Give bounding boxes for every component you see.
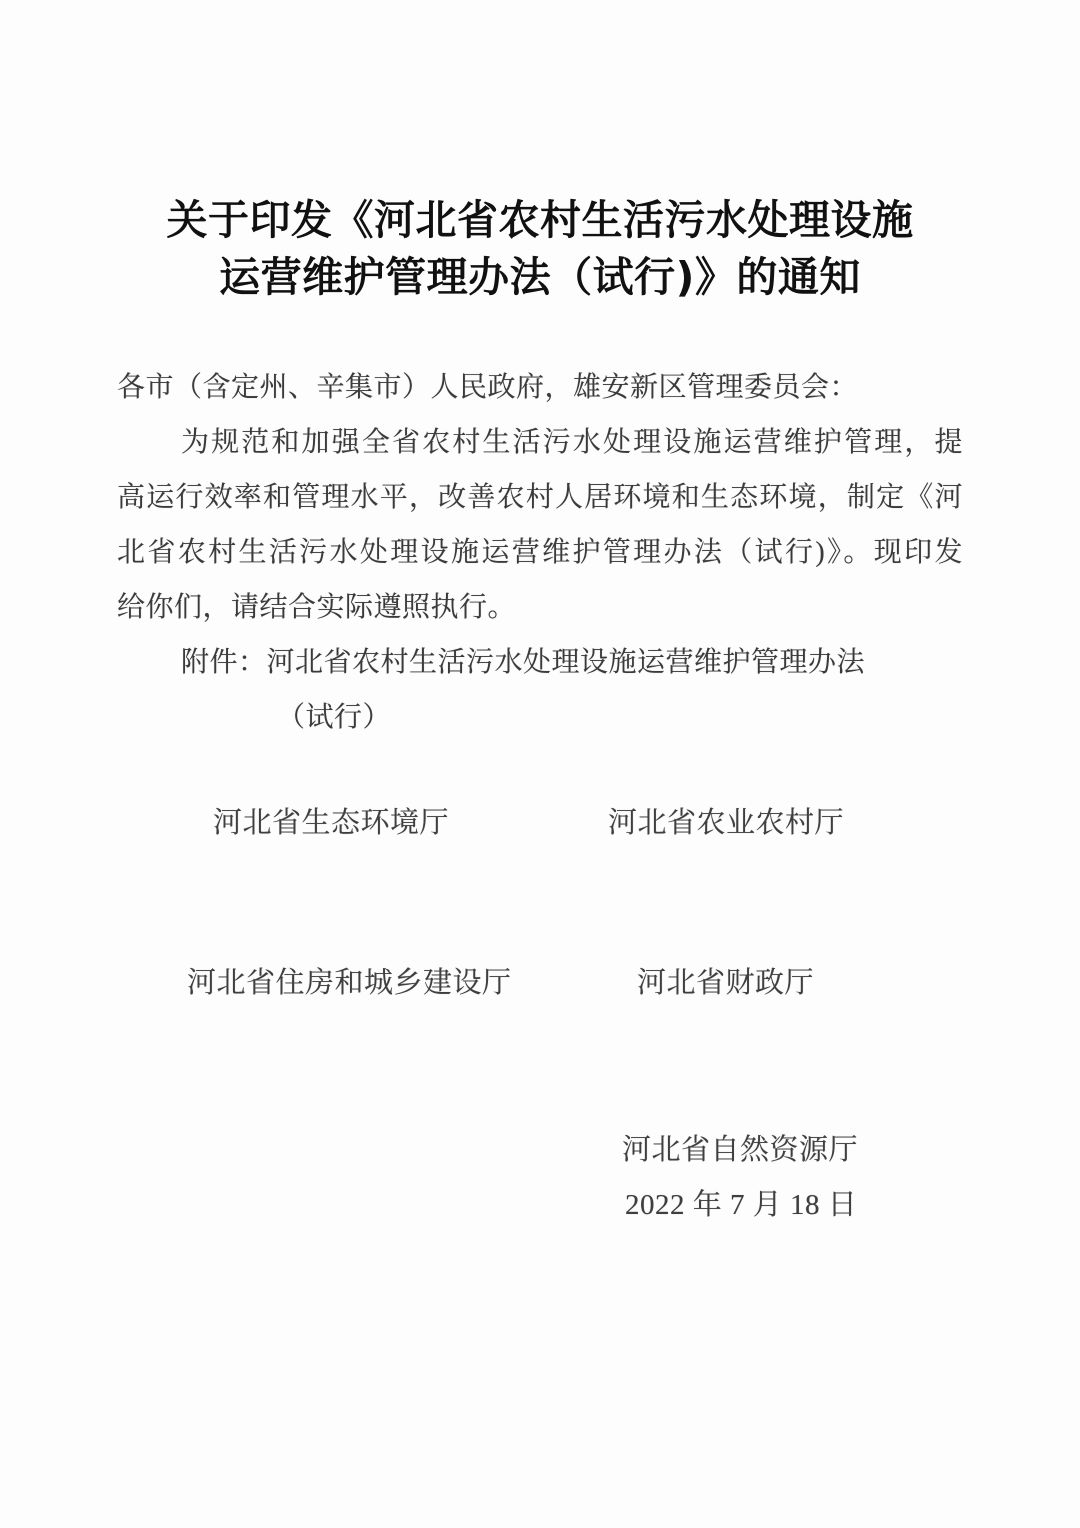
signature-ecology-dept: 河北省生态环境厅 [213, 807, 450, 839]
signature-natural-resources-dept: 河北省自然资源厅 [622, 1134, 859, 1166]
paragraph-line-2: 高运行效率和管理水平，改善农村人居环境和生态环境，制定《河 [117, 482, 963, 513]
signature-housing-dept: 河北省住房和城乡建设厅 [187, 967, 512, 999]
title-line-2: 运营维护管理办法（试行)》的通知 [219, 253, 861, 301]
document-title [0, 192, 1080, 306]
salutation-line: 各市（含定州、辛集市）人民政府，雄安新区管理委员会： [117, 372, 859, 403]
attachment-line-1: 附件：河北省农村生活污水处理设施运营维护管理办法 [181, 647, 866, 678]
document-date: 2022 年 7 月 18 日 [625, 1189, 858, 1221]
paragraph-line-3: 北省农村生活污水处理设施运营维护管理办法（试行)》。现印发 [117, 537, 963, 568]
title-line-1: 关于印发《河北省农村生活污水处理设施 [166, 196, 914, 244]
paragraph-line-1: 为规范和加强全省农村生活污水处理设施运营维护管理，提 [181, 427, 963, 458]
paragraph-line-4: 给你们，请结合实际遵照执行。 [117, 592, 517, 623]
signature-agriculture-dept: 河北省农业农村厅 [608, 807, 845, 839]
attachment-line-2: （试行） [277, 702, 392, 733]
signature-finance-dept: 河北省财政厅 [637, 967, 815, 999]
